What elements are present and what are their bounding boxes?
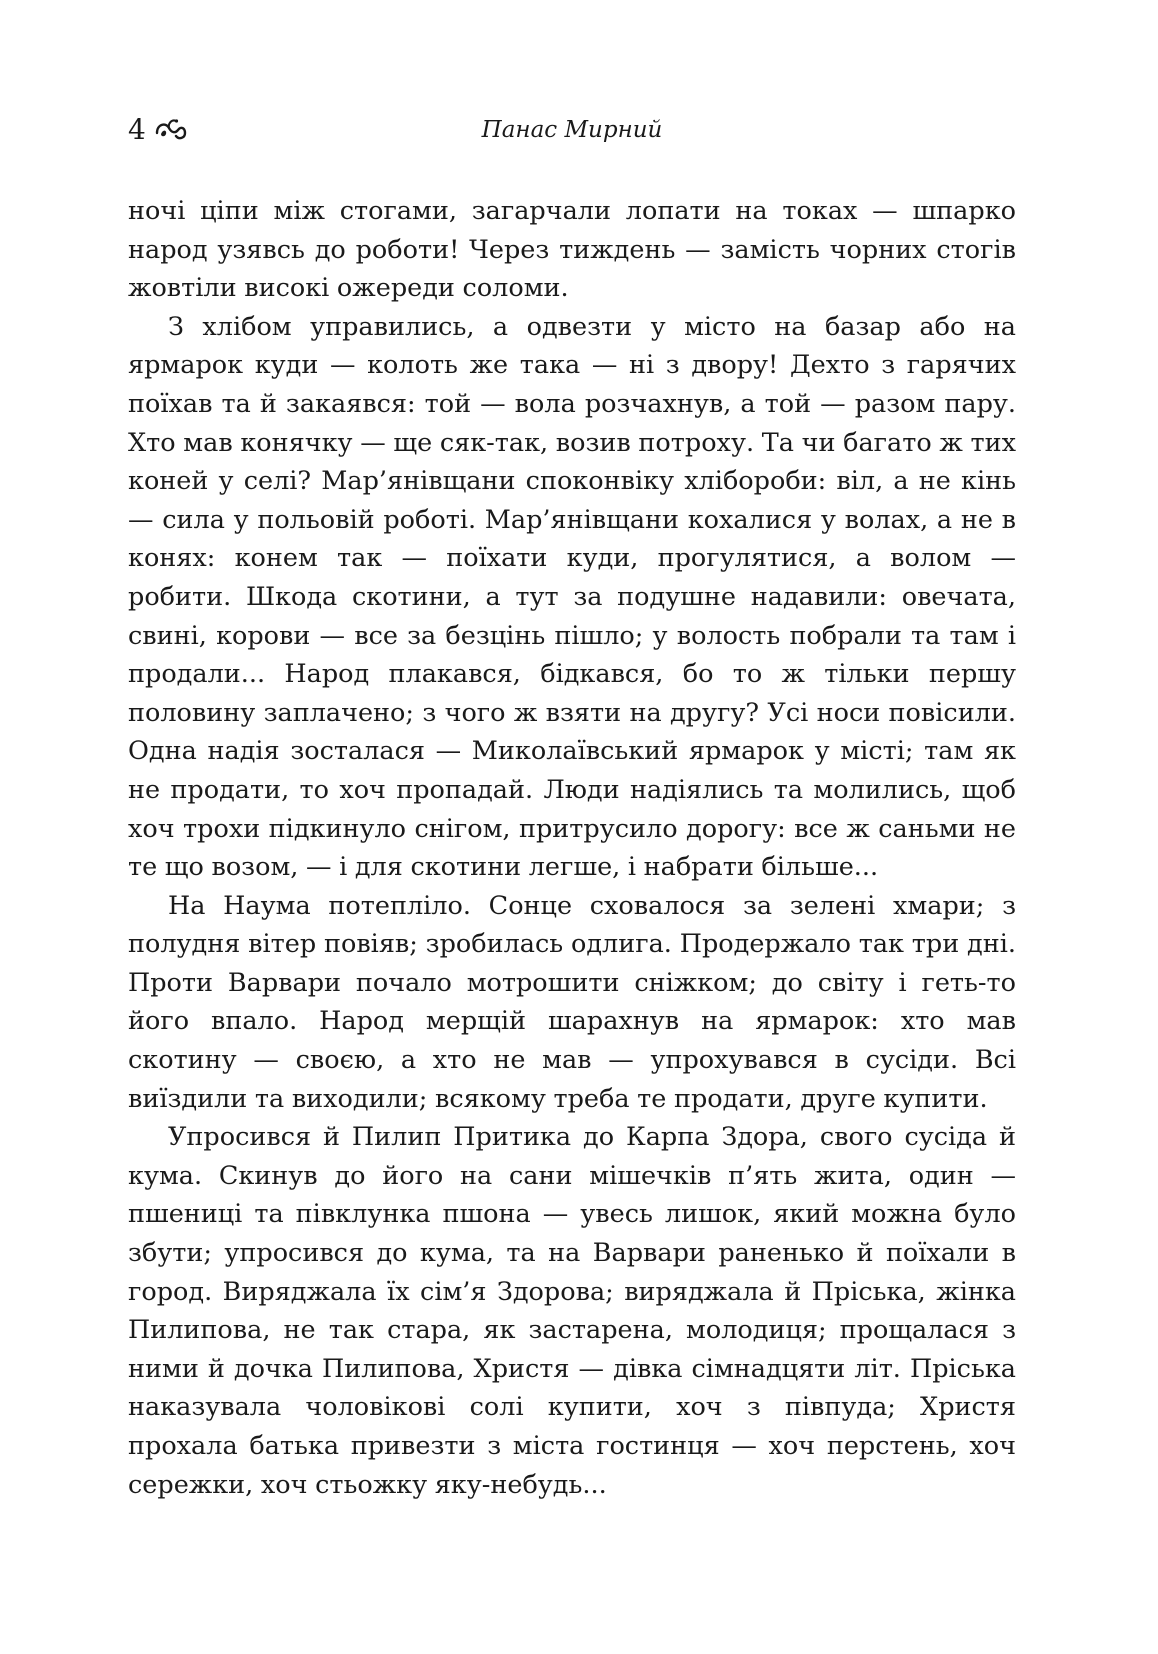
book-page — [128, 108, 1016, 1504]
body-text — [128, 192, 1016, 1504]
paragraph: На Наума потепліло. Сонце сховалося за зелені хмари; з полудня вітер повіяв; зробилась одлига. Продержало так три дні. Проти Варвари почало мотрошити сніжком; до світу і геть-то його впало. Народ мерщій шарахнув на ярмарок: хто мав скотину — своєю, а хто не мав — упрохувався в сусіди. Всі виїздили та виходили; всякому треба те продати, друге купити. — [128, 890, 1016, 1114]
paragraph: З хлібом управились, а одвезти у місто на базар або на ярмарок куди — колоть же така — ні з двору! Дехто з гарячих поїхав та й закаявся: той — вола розчахнув, а той — разом пару. Хто мав конячку — ще сяк-так, возив потроху. Та чи багато ж тих коней у селі? Мар’янівщани споконвіку хлібороби: віл, а не кінь — сила у польовій роботі. Мар’янівщани кохалися у волах, а не в конях: конем так — поїхати куди, прогулятися, а волом — робити. Шкода скотини, а тут за подушне надавили: овечата, свині, корови — все за безцінь пішло; у волость побрали та там і продали... Народ плакався, бідкався, бо то ж тільки першу половину заплачено; з чого ж взяти на другу? Усі носи повісили. Одна надія зосталася — Миколаївський ярмарок у місті; там як не продати, то хоч пропадай. Люди надіялись та молились, щоб хоч трохи підкинуло снігом, притрусило дорогу: все ж саньми не те що возом, — і для скотини легше, і набрати більше... — [128, 311, 1016, 883]
paragraph: Упросився й Пилип Притика до Карпа Здора, свого сусіда й кума. Скинув до його на сани мішечків п’ять жита, один — пшениці та півклунка пшона — увесь лишок, який можна було збути; упросився до кума, та на Варвари раненько й поїхали в город. Виряджала їх сім’я Здорова; виряджала й Пріська, жінка Пилипова, не так стара, як застарена, молодиця; прощалася з ними й дочка Пилипова, Христя — дівка сімнадцяти літ. Пріська наказувала чоловікові солі купити, хоч з півпуда; Христя прохала батька привезти з міста гостинця — хоч перстень, хоч сережки, хоч стьожку яку-небудь... — [128, 1122, 1016, 1500]
running-head-author: Панас Мирний — [481, 117, 663, 143]
paragraph: ночі ціпи між стогами, загарчали лопати на токах — шпарко народ узявсь до роботи! Через тиждень — замість чорних стогів жовтіли високі ожереди соломи. — [128, 196, 1016, 304]
page-number: 4 — [128, 113, 146, 146]
running-head — [128, 108, 1016, 152]
